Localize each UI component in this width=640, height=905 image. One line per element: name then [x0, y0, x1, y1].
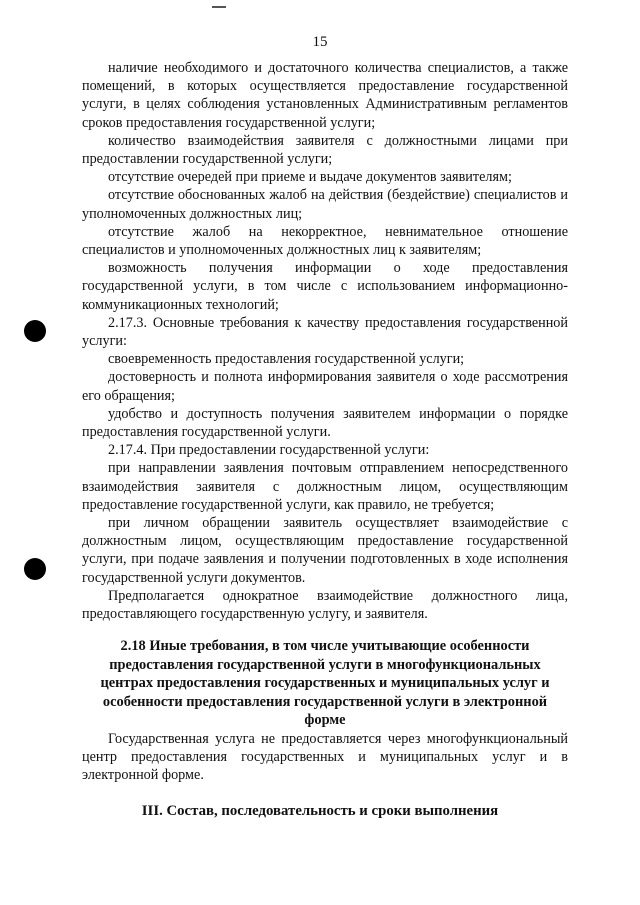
paragraph-2-18: Государственная услуга не предоставляется через многофункциональный центр предоставления государственных и муниципальных услуг и в электронной форме. [82, 730, 568, 784]
paragraph: отсутствие обоснованных жалоб на действия (бездействие) специалистов и уполномоченных должностных лиц; [82, 187, 568, 222]
paragraph: удобство и доступность получения заявителем информации о порядке предоставления государственной услуги. [82, 405, 568, 441]
paragraph: отсутствие жалоб на некорректное, невнимательное отношение специалистов и уполномоченных должностных лиц к заявителям; [82, 223, 568, 259]
paragraph-2-17-4: 2.17.4. При предоставлении государственной услуги: [108, 442, 430, 459]
heading-2-18: 2.18 Иные требования, в том числе учитывающие особенности предоставления государственной услуги в многофункциональных центрах предоставления государственных и муниципальных услуг и особенности предоставления государственной услуги в электронной форме [100, 638, 550, 729]
section-title: III. Состав, последовательность и сроки выполнения [141, 803, 499, 819]
paragraph: достоверность и полнота информирования заявителя о ходе рассмотрения его обращения; [82, 369, 568, 404]
paragraph-2-17-3: 2.17.3. Основные требования к качеству предоставления государственной услуги: [82, 314, 568, 350]
punch-hole [24, 320, 46, 342]
paragraph: при личном обращении заявитель осуществляет взаимодействие с должностным лицом, осуществляющим предоставление государственной услуги, при подаче заявления и получении подготовленных в ходе исполнения государственной услуги документов. [82, 515, 568, 586]
paragraph: Предполагается однократное взаимодействие должностного лица, предоставляющего государственную услугу, и заявителя. [82, 587, 568, 623]
paragraph: наличие необходимого и достаточного количества специалистов, а также помещений, в которых осуществляется предоставление государственной услуги, в целях соблюдения установленных Административным регламентов сроков предоставления государственной услуги; [82, 60, 568, 131]
paragraph: при направлении заявления почтовым отправлением непосредственного взаимодействия заявителя с должностным лицом, осуществляющим предоставление государственной услуги, как правило, не требуется; [82, 460, 568, 513]
paragraph: отсутствие очередей при приеме и выдаче документов заявителям; [108, 169, 512, 186]
page-number: 15 [312, 34, 328, 50]
scan-artifact [212, 6, 226, 8]
paragraph: количество взаимодействия заявителя с должностными лицами при предоставлении государственной услуги; [82, 132, 568, 168]
paragraph: возможность получения информации о ходе предоставления государственной услуги, в том числе с использованием информационно-коммуникационных технологий; [82, 260, 568, 313]
body-text [82, 59, 568, 784]
punch-hole [24, 558, 46, 580]
paragraph: своевременность предоставления государственной услуги; [108, 351, 465, 368]
